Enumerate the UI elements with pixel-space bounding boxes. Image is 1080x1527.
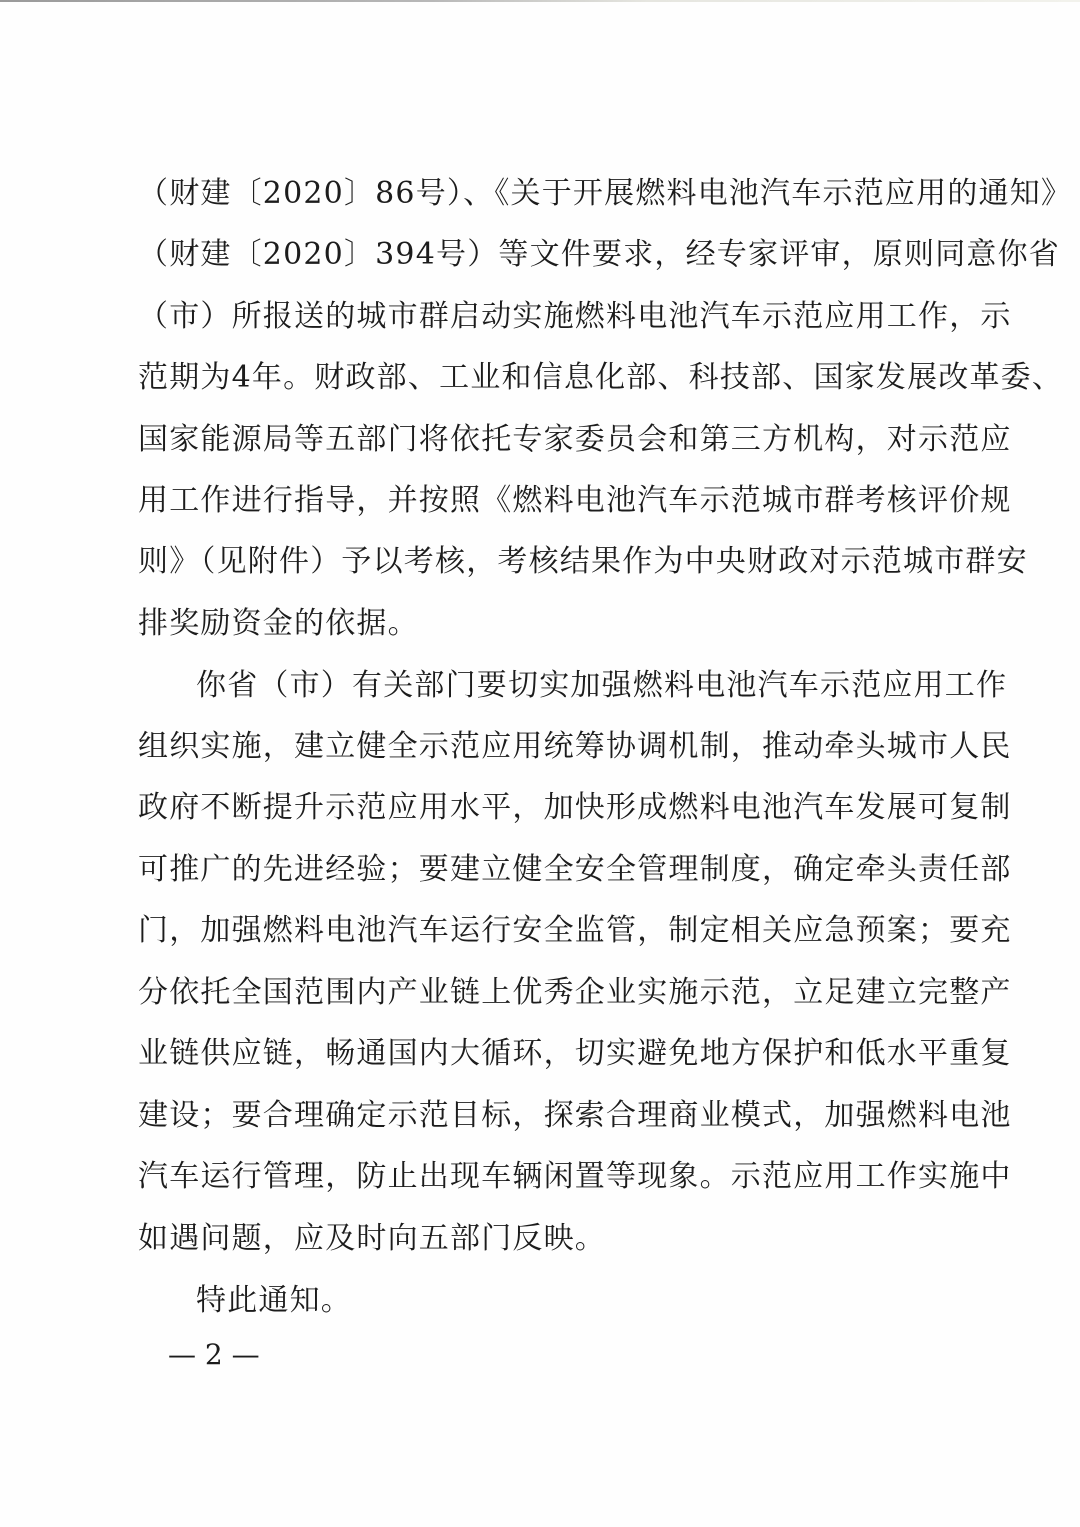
paragraph-1-line-6: 用工作进行指导，并按照《燃料电池汽车示范城市群考核评价规 bbox=[138, 483, 1012, 518]
paragraph-2-line-2: 组织实施，建立健全示范应用统筹协调机制，推动牵头城市人民 bbox=[138, 729, 1012, 764]
paragraph-1-line-1: （财建〔2020〕86号）、《关于开展燃料电池汽车示范应用的通知》 bbox=[138, 176, 1073, 211]
paragraph-2-line-10: 如遇问题，应及时向五部门反映。 bbox=[138, 1221, 606, 1256]
paragraph-1-line-8: 排奖励资金的依据。 bbox=[138, 606, 419, 641]
paragraph-2-line-1: 你省（市）有关部门要切实加强燃料电池汽车示范应用工作 bbox=[196, 668, 1008, 703]
paragraph-2-line-4: 可推广的先进经验；要建立健全安全管理制度，确定牵头责任部 bbox=[138, 852, 1012, 887]
paragraph-2-line-9: 汽车运行管理，防止出现车辆闲置等现象。示范应用工作实施中 bbox=[138, 1159, 1012, 1194]
page-number: — 2 — bbox=[168, 1338, 260, 1371]
paragraph-1-line-2: （财建〔2020〕394号）等文件要求，经专家评审，原则同意你省 bbox=[138, 237, 1061, 272]
paragraph-2-line-5: 门，加强燃料电池汽车运行安全监管，制定相关应急预案；要充 bbox=[138, 913, 1012, 948]
paragraph-1-line-4: 范期为4年。财政部、工业和信息化部、科技部、国家发展改革委、 bbox=[138, 360, 1064, 395]
paragraph-2-line-8: 建设；要合理确定示范目标，探索合理商业模式，加强燃料电池 bbox=[138, 1098, 1012, 1133]
paragraph-1-line-7: 则》（见附件）予以考核，考核结果作为中央财政对示范城市群安 bbox=[138, 544, 1028, 579]
paragraph-2-line-7: 业链供应链，畅通国内大循环，切实避免地方保护和低水平重复 bbox=[138, 1036, 1012, 1071]
scan-top-edge bbox=[0, 0, 1080, 2]
closing-remark: 特此通知。 bbox=[196, 1283, 352, 1318]
paragraph-2-line-3: 政府不断提升示范应用水平，加快形成燃料电池汽车发展可复制 bbox=[138, 790, 1012, 825]
paragraph-1-line-3: （市）所报送的城市群启动实施燃料电池汽车示范应用工作，示 bbox=[138, 299, 1012, 334]
paragraph-2-line-6: 分依托全国范围内产业链上优秀企业实施示范，立足建立完整产 bbox=[138, 975, 1012, 1010]
paragraph-1-line-5: 国家能源局等五部门将依托专家委员会和第三方机构，对示范应 bbox=[138, 422, 1012, 457]
